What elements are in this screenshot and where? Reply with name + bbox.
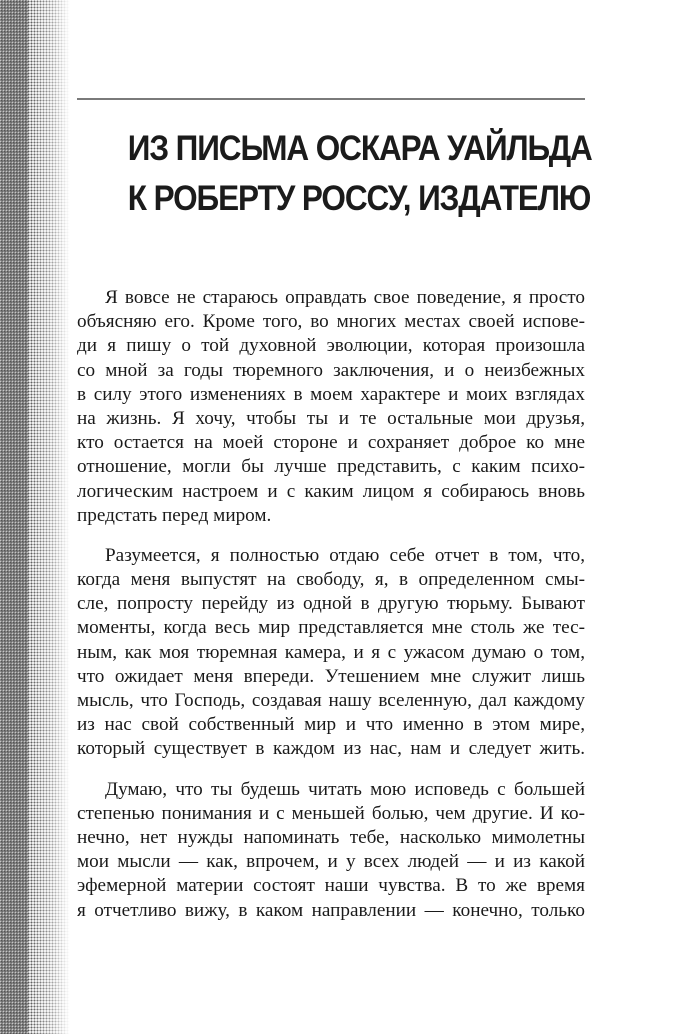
paragraph-2 xyxy=(77,544,585,762)
text-line: ди я пишу о той духовной эволюции, которая произошла xyxy=(77,335,585,357)
text-line: логическим настроем и с каким лицом я собираюсь вновь xyxy=(77,480,585,502)
text-line: со мной за годы тюремного заключения, и о неизбежных xyxy=(77,359,585,381)
text-line: Я вовсе не стараюсь оправдать свое поведение, я просто xyxy=(105,287,585,308)
letter-body xyxy=(77,286,585,939)
chapter-title xyxy=(127,124,592,224)
text-line: эфемерной материи состоят наши чувства. В то же время xyxy=(77,875,585,897)
header-rule xyxy=(77,98,585,100)
paragraph-1 xyxy=(77,286,585,528)
text-line: что ожидает меня впереди. Утешением мне служит лишь xyxy=(77,665,585,687)
text-line: Думаю, что ты будешь читать мою исповедь с большей xyxy=(105,778,585,800)
text-line: предстать перед миром. xyxy=(77,504,272,526)
text-line: который существует в каждом из нас, нам и следует жить. xyxy=(77,738,585,760)
text-line: отношение, могли бы лучше представить, с каким психо- xyxy=(77,456,585,478)
halftone-page-edge-dark xyxy=(0,0,28,1034)
chapter-title-line-2: К РОБЕРТУ РОССУ, ИЗДАТЕЛЮ xyxy=(127,179,591,218)
paragraph-3 xyxy=(77,778,585,923)
text-line: мои мысли — как, впрочем, и у всех людей — и из какой xyxy=(77,851,585,873)
text-line: из нас свой собственный мир и что именно в этом мире, xyxy=(77,714,585,736)
text-line: на жизнь. Я хочу, чтобы ты и те остальные мои друзья, xyxy=(77,407,585,429)
text-line: Разумеется, я полностью отдаю себе отчет в том, что, xyxy=(105,544,585,566)
text-line: моменты, когда весь мир представляется мне столь же тес- xyxy=(77,617,585,639)
text-line: когда меня выпустят на свободу, я, в определенном смы- xyxy=(77,569,585,591)
text-line: в силу этого изменениях в моем характере и моих взглядах xyxy=(77,383,585,405)
text-line: мысль, что Господь, создавая нашу вселенную, дал каждому xyxy=(77,690,585,711)
text-line: нечно, нет нужды напоминать тебе, насколько мимолетны xyxy=(77,826,585,848)
chapter-title-line-1: ИЗ ПИСЬМА ОСКАРА УАЙЛЬДА xyxy=(127,129,592,168)
text-line: объясняю его. Кроме того, во многих местах своей испове- xyxy=(77,311,585,333)
text-line: я отчетливо вижу, в каком направлении — конечно, только xyxy=(77,899,585,921)
text-line: ным, как моя тюремная камера, и я с ужасом думаю о том, xyxy=(77,641,585,663)
text-line: степенью понимания и с меньшей болью, чем другие. И ко- xyxy=(77,802,585,824)
text-line: сле, попросту перейду из одной в другую тюрьму. Бывают xyxy=(77,593,585,615)
text-line: кто остается на моей стороне и сохраняет доброе ко мне xyxy=(77,432,585,454)
